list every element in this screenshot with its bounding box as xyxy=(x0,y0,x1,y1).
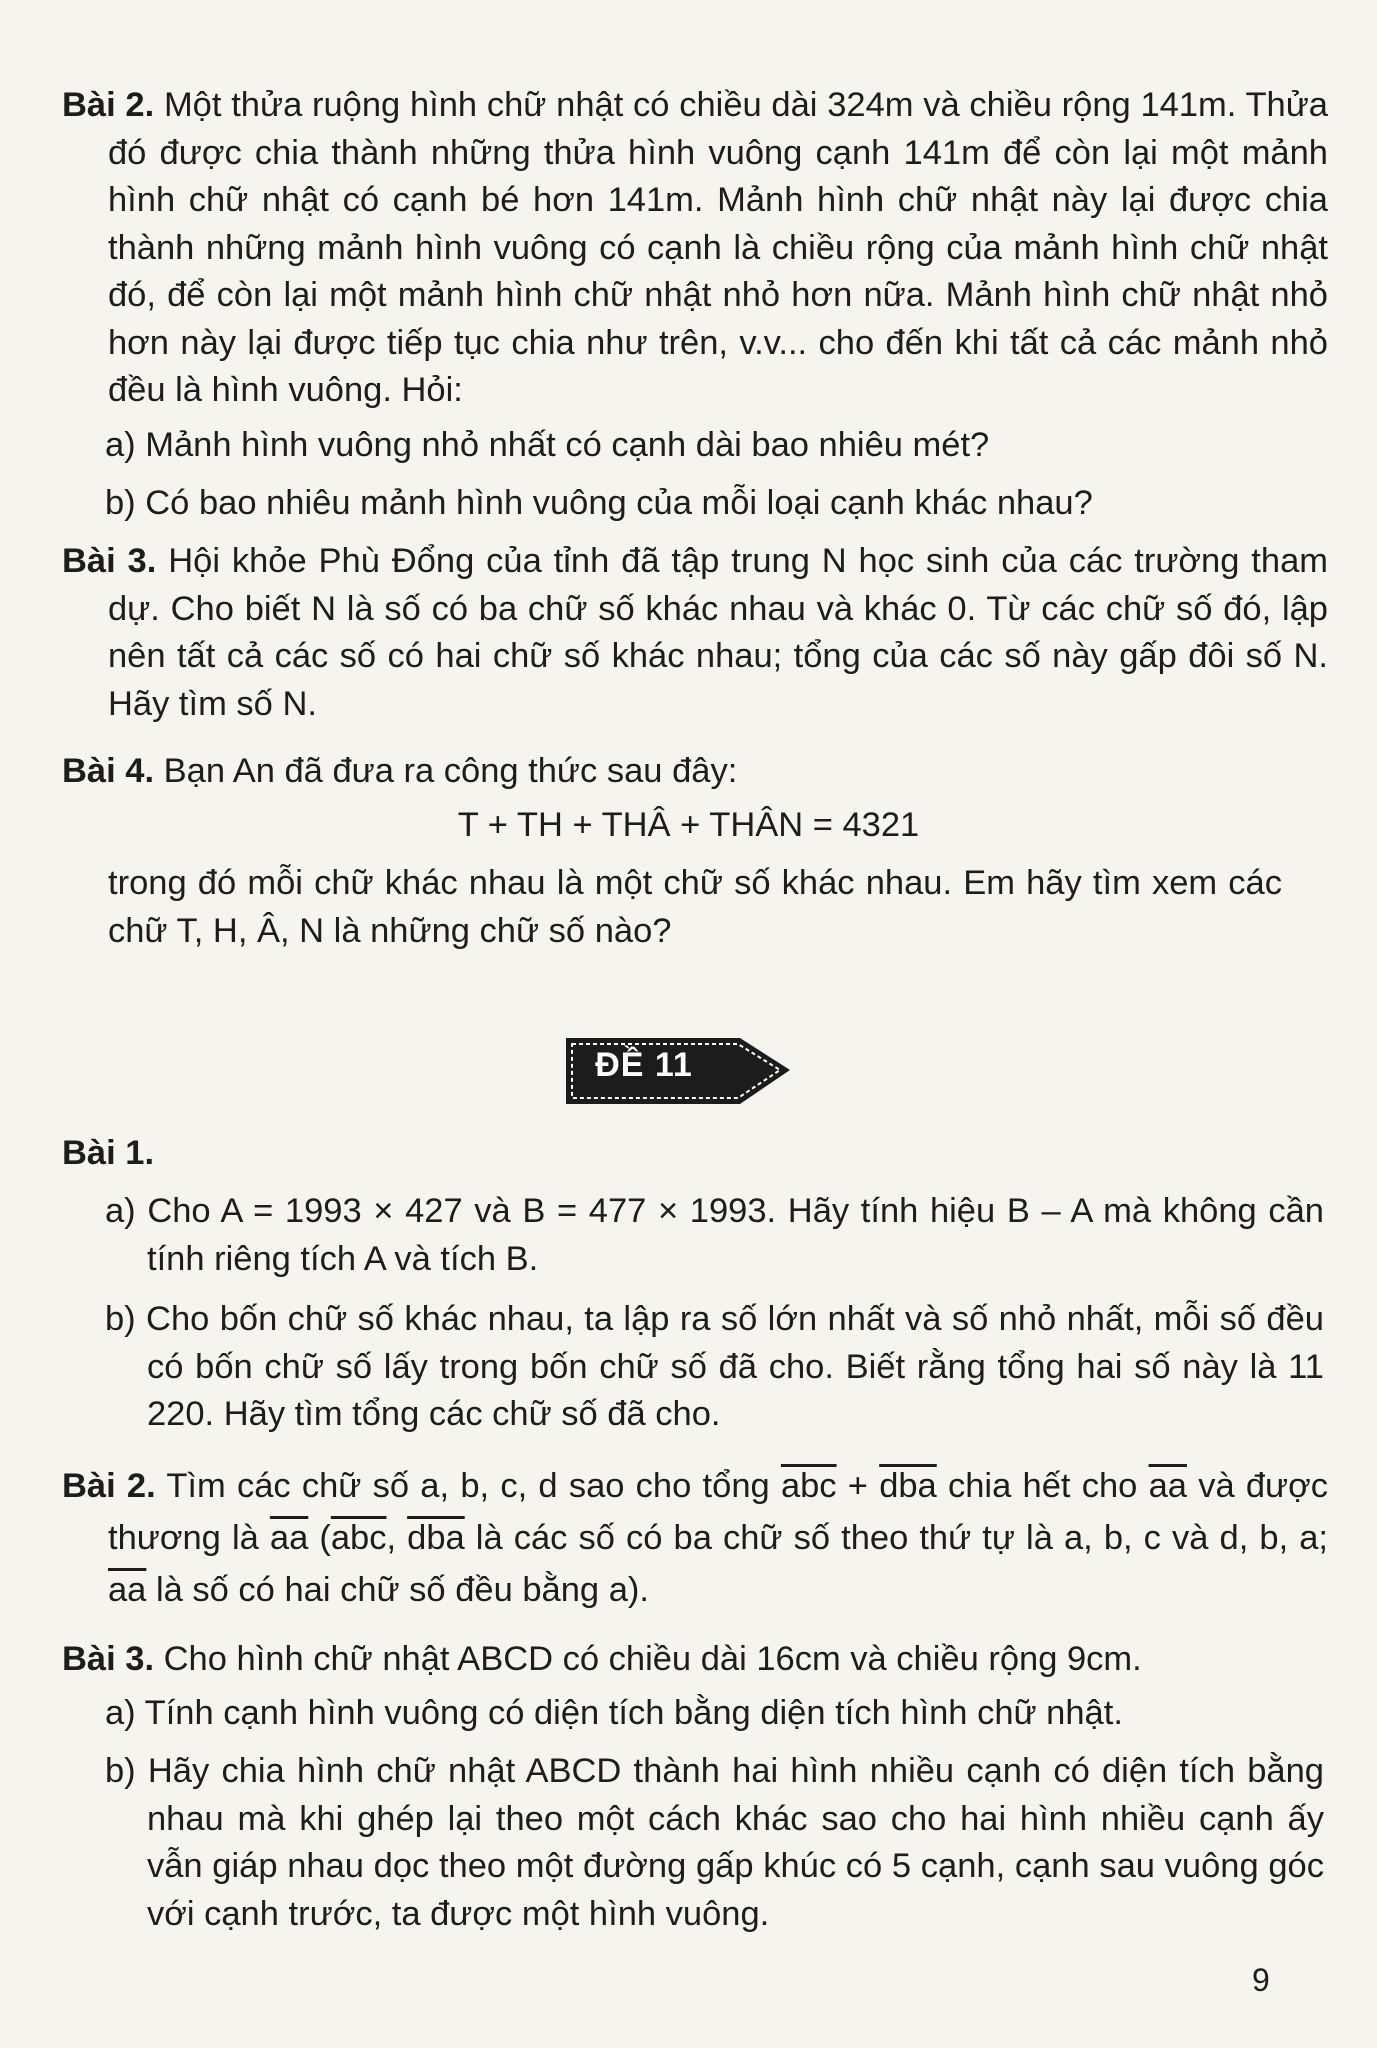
exam-11-problem-2-text-5: là các số có ba chữ số theo thứ tự là a, b, c và d, b, a; xyxy=(464,1519,1329,1557)
exam-11-problem-3-label: Bài 3. xyxy=(62,1640,155,1678)
plus-sign: + xyxy=(836,1467,880,1505)
problem-2-part-b: b) Có bao nhiêu mảnh hình vuông của mỗi loại cạnh khác nhau? xyxy=(105,484,1093,522)
problem-4-formula: T + TH + THÂ + THÂN = 4321 xyxy=(457,806,920,844)
overline-dba-2: $\overline{dba}$ xyxy=(407,1519,465,1557)
exam-11-problem-2-text-2: chia hết cho xyxy=(936,1467,1149,1505)
overline-dba: $\overline{dba}$ xyxy=(879,1467,937,1505)
exam-11-problem-3-text: Cho hình chữ nhật ABCD có chiều dài 16cm và chiều rộng 9cm. xyxy=(154,1640,1142,1678)
problem-4-continuation: trong đó mỗi chữ khác nhau là một chữ số khác nhau. Em hãy tìm xem các chữ T, H, Â, N là những chữ số nào? xyxy=(108,864,1282,950)
exam-11-problem-3-part-b: b) Hãy chia hình chữ nhật ABCD thành hai hình nhiều cạnh có diện tích bằng nhau mà khi ghép lại theo một cách khác sao cho hai hình nhiều cạnh ấy vẫn giáp nhau dọc theo một đường gấp khúc có 5 cạnh, cạnh sau vuông góc với cạnh trước, ta được một hình vuông. xyxy=(105,1752,1324,1933)
overline-aa: $\overline{aa}$ xyxy=(1148,1467,1187,1505)
problem-4-text: Bạn An đã đưa ra công thức sau đây: xyxy=(154,752,738,790)
problem-2-label: Bài 2. xyxy=(62,86,155,124)
problem-3-label: Bài 3. xyxy=(62,542,157,580)
exam-11-problem-2-text-1: Tìm các chữ số a, b, c, d sao cho tổng xyxy=(155,1467,781,1505)
problem-2-text: Một thửa ruộng hình chữ nhật có chiều dài 324m và chiều rộng 141m. Thửa đó được chia thành những thửa hình vuông cạnh 141m để còn lại một mảnh hình chữ nhật có cạnh bé hơn 141m. Mảnh hình chữ nhật này lại được chia thành những mảnh hình vuông có cạnh là chiều rộng của mảnh hình chữ nhật đó, để còn lại một mảnh hình chữ nhật nhỏ hơn nữa. Mảnh hình chữ nhật nhỏ hơn này lại được tiếp tục chia như trên, v.v... cho đến khi tất cả các mảnh nhỏ đều là hình vuông. Hỏi: xyxy=(108,86,1328,409)
overline-aa-2: $\overline{aa}$ xyxy=(108,1571,147,1609)
exam-11-problem-1-label-text: Bài 1. xyxy=(62,1134,155,1172)
problem-3 xyxy=(62,538,1328,728)
exam-11-problem-1-label xyxy=(62,1130,1282,1178)
exam-11-problem-1-part-b: b) Cho bốn chữ số khác nhau, ta lập ra số lớn nhất và số nhỏ nhất, mỗi số đều có bốn chữ số lấy trong bốn chữ số đã cho. Biết rằng tổng hai số này là 11 220. Hãy tìm tổng các chữ số đã cho. xyxy=(105,1300,1324,1433)
overline-abc: $\overline{abc}$ xyxy=(780,1467,837,1505)
comma: , xyxy=(386,1519,408,1557)
problem-4-label: Bài 4. xyxy=(62,752,155,790)
problem-3-text: Hội khỏe Phù Đổng của tỉnh đã tập trung N học sinh của các trường tham dự. Cho biết N là số có ba chữ số khác nhau và khác 0. Từ các chữ số đó, lập nên tất cả các số có hai chữ số khác nhau; tổng của các số này gấp đôi số N. Hãy tìm số N. xyxy=(108,542,1329,723)
exam-11-problem-2-label: Bài 2. xyxy=(62,1467,156,1505)
exam-11-problem-2-text-3: và được thương là xyxy=(108,1467,1329,1557)
problem-4 xyxy=(62,748,1328,796)
section-title: ĐỀ 11 xyxy=(595,1046,693,1084)
problem-2 xyxy=(62,82,1328,415)
exam-11-problem-3 xyxy=(62,1636,1328,1684)
overline-abc-2: $\overline{abc}$ xyxy=(330,1519,387,1557)
exam-11-problem-2 xyxy=(62,1460,1328,1616)
exam-11-problem-1-part-a: a) Cho A = 1993 × 427 và B = 477 × 1993. Hãy tính hiệu B – A mà không cần tính riêng tích A và tích B. xyxy=(105,1192,1324,1278)
section-banner xyxy=(558,1032,798,1117)
overline-aa-quotient: $\overline{aa}$ xyxy=(269,1519,309,1557)
problem-2-part-a: a) Mảnh hình vuông nhỏ nhất có cạnh dài bao nhiêu mét? xyxy=(105,426,990,464)
exam-11-problem-2-text-6: là số có hai chữ số đều bằng a). xyxy=(146,1571,649,1609)
page-number: 9 xyxy=(1252,1962,1270,1998)
exam-11-problem-3-part-a: a) Tính cạnh hình vuông có diện tích bằng diện tích hình chữ nhật. xyxy=(105,1694,1123,1732)
exam-11-problem-2-text-4: ( xyxy=(308,1519,331,1557)
